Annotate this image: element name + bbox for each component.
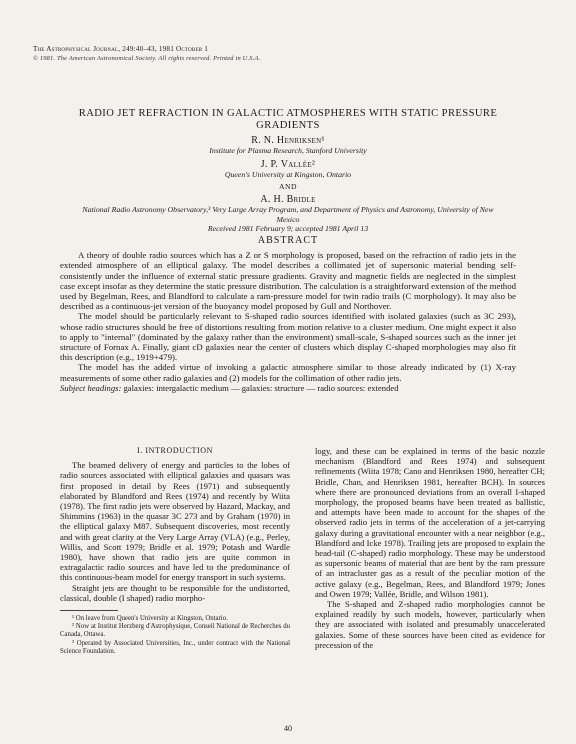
- abstract-paragraph: The model has the added virtue of invoking a galactic atmosphere similar to those already indicated by (1) X-ray measurements of some other radio galaxies and (2) models for the collimation of other radio jets.: [60, 362, 516, 383]
- author-affiliation: National Radio Astronomy Observatory,³ Very Large Array Program, and Department of Physics and Astronomy, University of New Mexico: [82, 205, 494, 224]
- author-name: A. H. Bridle: [260, 194, 316, 205]
- author-name: R. N. Henriksen¹: [251, 135, 325, 146]
- footnote-rule: [60, 610, 118, 611]
- body-paragraph: The S-shaped and Z-shaped radio morphologies cannot be explained readily by such models, however, particularly when they are associated with isolated and presumably unaccelerated galaxies. Some of these sources have been cited as evidence for precession of the: [315, 599, 545, 650]
- copyright-notice: © 1981. The American Astronomical Society. All rights reserved. Printed in U.S.A.: [33, 55, 261, 62]
- journal-citation: The Astrophysical Journal, 249:40–43, 1981 October 1: [33, 45, 209, 53]
- paper-title: RADIO JET REFRACTION IN GALACTIC ATMOSPHERES WITH STATIC PRESSURE GRADIENTS: [78, 108, 498, 131]
- author-affiliation: Queen's University at Kingston, Ontario: [224, 169, 352, 179]
- abstract-paragraph: A theory of double radio sources which has a Z or S morphology is proposed, based on the refraction of radio jets in the extended atmosphere of an elliptical galaxy. The model describes a collimated jet of supersonic material bending self-consistently under the influence of external static pressure gradients. Gravity and magnetic fields are neglected in the simplest case except insofar as they determine the static pressure distribution. The calculation is a straightforward extension of the method used by Begelman, Rees, and Blandford to calculate a ram-pressure model for twin radio trails (C morphology). It may also be described as a continuous-jet version of the buoyancy model proposed by Gull and Northover.: [60, 250, 516, 312]
- subject-headings: [60, 383, 516, 393]
- body-paragraph: Straight jets are thought to be responsible for the undistorted, classical, double (I shaped) radio morpho-: [60, 582, 290, 603]
- author-affiliation: Institute for Plasma Research, Stanford University: [209, 146, 367, 155]
- footnote: ³ Operated by Associated Universities, Inc., under contract with the National Science Foundation.: [60, 639, 290, 655]
- title-block: [70, 108, 506, 233]
- section-heading: I. INTRODUCTION: [136, 446, 214, 455]
- footnote: ¹ On leave from Queen's University at Kingston, Ontario.: [72, 615, 228, 623]
- author-name: J. P. Vallée²: [260, 158, 316, 170]
- left-column: [60, 446, 290, 656]
- abstract-heading: ABSTRACT: [257, 235, 319, 246]
- received-dates: Received 1981 February 9; accepted 1981 April 13: [207, 224, 369, 233]
- right-column: [315, 446, 545, 650]
- body-paragraph: logy, and these can be explained in terms of the basic nozzle mechanism (Blandford and Rees 1974) and subsequent refinements (Wiita 1978; Cano and Henriksen 1980, hereafter CH; Bridle, Chan, and Henriksen 1981, hereafter BCH). In sources where there are pronounced deviations from an overall I-shaped morphology, the proposed beams have been treated as ballistic, and attempts have been made to account for the shapes of the observed radio jets in terms of the acceleration of a jet-carrying galaxy during a gravitational encounter with a near neighbor (e.g., Blandford and Icke 1978). Trailing jets are proposed to explain the head-tail (C-shaped) radio morphology. These may be understood as supersonic beams of material that are bent by the ram pressure of an intracluster gas as a result of the peculiar motion of the active galaxy (e.g., Begelman, Rees, and Blandford 1979; Jones and Owen 1979; Vallée, Bridle, and Wilson 1981).: [315, 446, 545, 599]
- page-number: 40: [284, 724, 292, 733]
- body-paragraph: The beamed delivery of energy and particles to the lobes of radio sources associated with elliptical galaxies and quasars was first proposed in detail by Rees (1971) and subsequently elaborated by Blandford and Rees (1974) and recently by Wiita (1978). The first radio jets were observed by Hazard, Mackay, and Shimmins (1963) in the quasar 3C 273 and by Graham (1970) in the elliptical galaxy M87. Subsequent discoveries, most recently and with great clarity at the Very Large Array (VLA) (e.g., Perley, Willis, and Scott 1979; Bridle et al. 1979; Potash and Wardle 1980), have shown that radio jets are quite common in extragalactic radio sources and have led to the predominance of this continuous-beam model for energy transport in such systems.: [60, 460, 290, 583]
- abstract: [60, 236, 516, 393]
- footnote: ² Now at Institut Herzberg d'Astrophysique, Conseil National de Recherches du Canada, Ottawa.: [60, 623, 290, 639]
- journal-header: [33, 44, 553, 64]
- subject-headings-text: galaxies: intergalactic medium — galaxies: structure — radio sources: extended: [123, 382, 399, 393]
- author-conjunction: AND: [279, 182, 297, 191]
- subject-headings-label: Subject headings:: [60, 382, 122, 393]
- abstract-paragraph: The model should be particularly relevant to S-shaped radio sources identified with isolated galaxies (such as 3C 293), whose radio structures should be free of distortions resulting from motion relative to a cluster medium. One might expect it also to apply to "internal" (dominated by the galaxy rather than the environment) small-scale, S-shaped sources such as the inner jet structure of Fornax A. Finally, giant cD galaxies near the center of clusters which display C-shaped morphologies may also fit this description (e.g., 1919+479).: [60, 311, 516, 363]
